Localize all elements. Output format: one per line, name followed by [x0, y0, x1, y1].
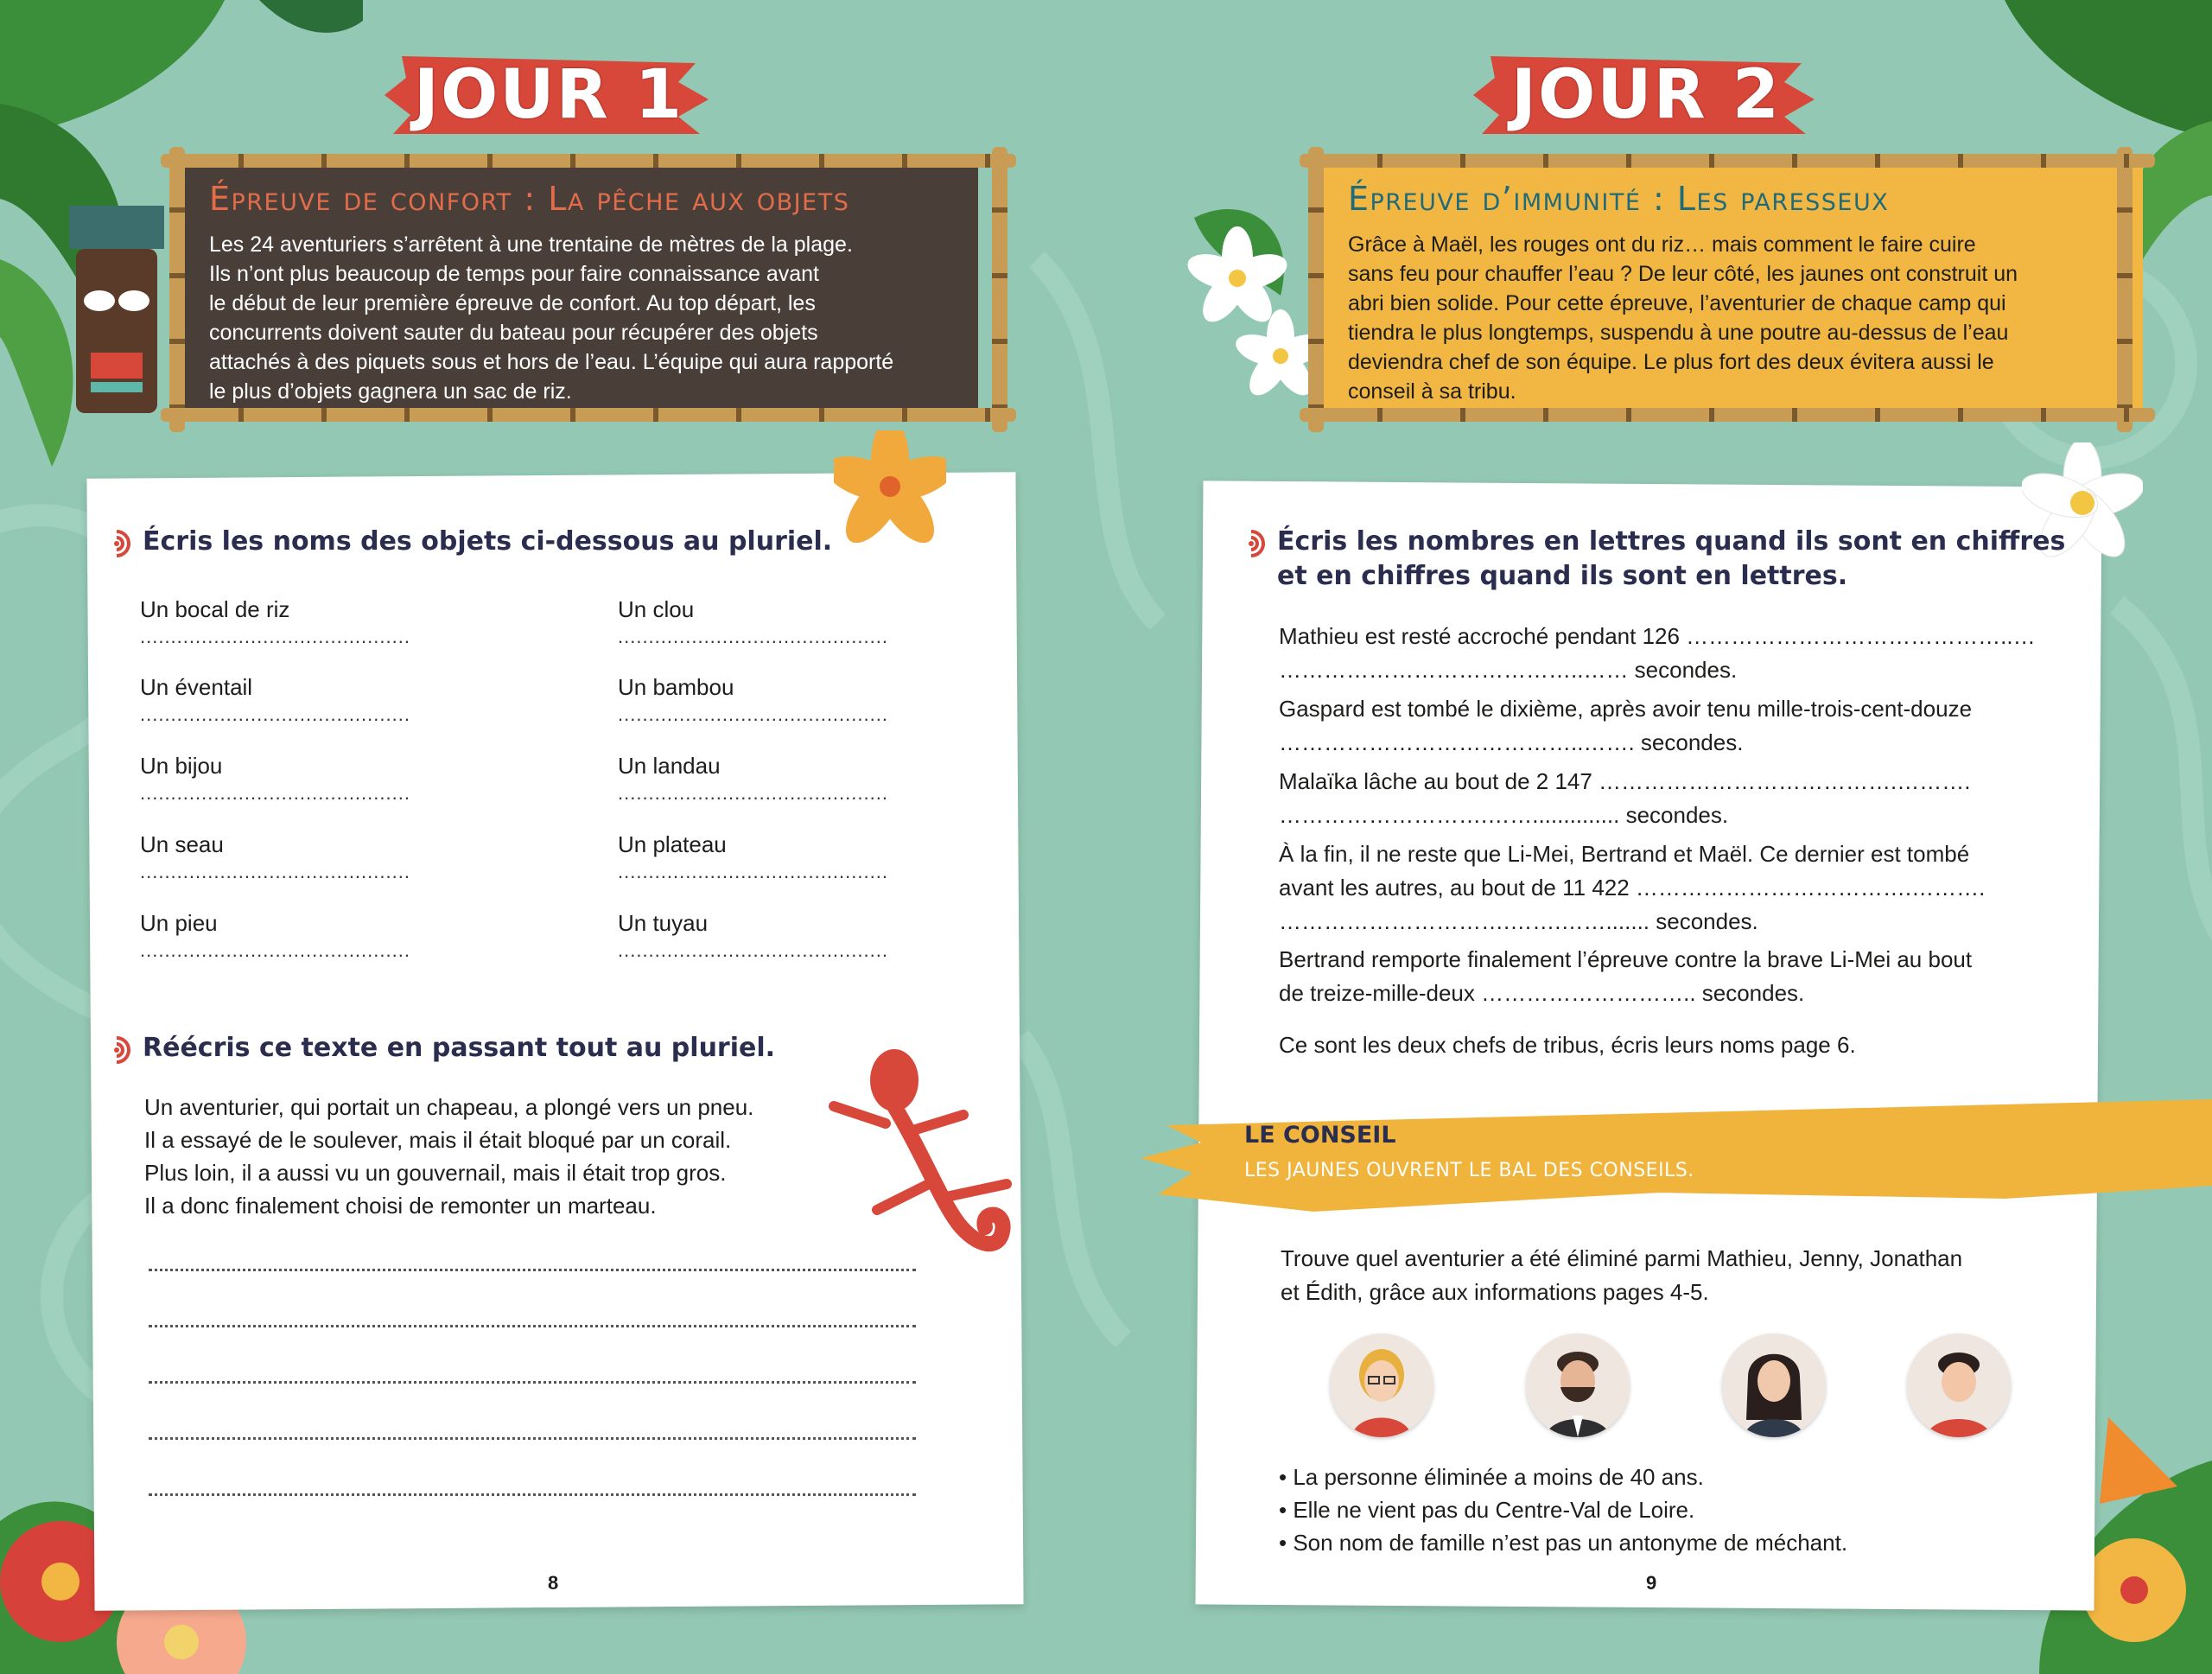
writing-line[interactable]: [149, 1437, 916, 1440]
word: Un plateau: [618, 831, 727, 857]
target-bullet-icon: [1234, 526, 1268, 561]
text-line: Un aventurier, qui portait un chapeau, a plongé vers un pneu.: [144, 1094, 754, 1120]
bamboo-frame: [169, 147, 185, 432]
challenge-text: [209, 230, 954, 406]
tiki-mask-icon: [60, 197, 173, 422]
challenge-line: concurrents doivent sauter du bateau pour récupérer des objets: [209, 321, 818, 345]
word: Un bijou: [140, 753, 223, 779]
person-icon: [1722, 1333, 1826, 1437]
challenge-line: Les 24 aventuriers s’arrêtent à une trentaine de mètres de la plage.: [209, 232, 853, 257]
exercise-line: Malaïka lâche au bout de 2 147 ………………………………….……….: [1279, 768, 1971, 794]
day-banner-2: [1473, 48, 1819, 143]
text-line: Plus loin, il a aussi vu un gouvernail, mais il était trop gros.: [144, 1160, 727, 1186]
ornament: [1506, 1577, 1636, 1589]
answer-blank[interactable]: ............................................: [140, 782, 410, 804]
instruction-exercise-2: [99, 1031, 775, 1067]
answer-blank[interactable]: ............................................: [140, 939, 410, 961]
exercise-line: de treize-mille-deux ……………………….. secondes.: [1279, 980, 1805, 1006]
word: Un clou: [618, 596, 695, 622]
conseil-subtitle: LES JAUNES OUVRENT LE BAL DES CONSEILS.: [1244, 1160, 1694, 1181]
challenge-text: [1348, 230, 2119, 406]
plural-item: [140, 908, 451, 964]
day-title: JOUR 1: [413, 56, 684, 134]
riddle-clue: • Elle ne vient pas du Centre-Val de Loire.: [1279, 1497, 1695, 1523]
challenge-box-immunite: [1322, 161, 2143, 411]
writing-line[interactable]: [149, 1381, 916, 1384]
plural-item: [618, 751, 929, 806]
word: Un pieu: [140, 910, 218, 936]
page-number: 8: [548, 1572, 559, 1594]
exercise-line: Bertrand remporte finalement l’épreuve contre la brave Li-Mei au bout: [1279, 946, 1973, 972]
exercise-line: …………………………………..…… secondes.: [1279, 657, 1738, 683]
person-icon: [1907, 1333, 2011, 1437]
text-line: Il a donc finalement choisi de remonter un marteau.: [144, 1193, 657, 1219]
word: Un seau: [140, 831, 224, 857]
instruction-text: Réécris ce texte en passant tout au pluriel.: [143, 1033, 776, 1063]
exercise-line: Gaspard est tombé le dixième, après avoir tenu mille-trois-cent-douze: [1279, 696, 1973, 722]
day-title: JOUR 2: [1510, 56, 1782, 134]
gecko-icon: [825, 1046, 1024, 1288]
instruction-text: [1277, 525, 2065, 594]
person-icon: [1330, 1333, 1433, 1437]
challenge-line: abri bien solide. Pour cette épreuve, l’aventurier de chaque camp qui: [1348, 291, 2006, 315]
bamboo-frame: [1300, 408, 2155, 422]
plural-item: [140, 672, 451, 728]
ornament: [1667, 1577, 1796, 1589]
challenge-line: Ils n’ont plus beaucoup de temps pour faire connaissance avant: [209, 262, 820, 286]
answer-blank[interactable]: ............................................: [618, 703, 888, 725]
bamboo-frame: [1308, 147, 1324, 432]
text-to-rewrite: [144, 1091, 753, 1222]
challenge-line: attachés à des piquets sous et hors de l’eau. L’équipe qui aura rapporté: [209, 350, 894, 374]
day-banner-1: [385, 48, 713, 143]
instruction-exercise-1: [99, 525, 832, 561]
answer-blank[interactable]: ............................................: [140, 861, 410, 882]
bamboo-frame: [161, 408, 1016, 422]
riddle-clue: • Son nom de famille n’est pas un antonyme de méchant.: [1279, 1530, 1848, 1556]
exercise-line: ……………………….…….............. secondes.: [1279, 802, 1729, 828]
text-line: Il a essayé de le soulever, mais il était bloqué par un corail.: [144, 1127, 732, 1153]
avatar-young-man: [1907, 1333, 2011, 1437]
target-bullet-icon: [99, 1033, 134, 1067]
exercise-footer: Ce sont les deux chefs de tribus, écris leurs noms page 6.: [1279, 1032, 1856, 1058]
instruction-line: et en chiffres quand ils sont en lettres.: [1277, 561, 1848, 591]
writing-line[interactable]: [149, 1325, 916, 1327]
challenge-line: deviendra chef de son équipe. Le plus fort des deux évitera aussi le: [1348, 350, 1994, 374]
answer-blank[interactable]: ............................................: [618, 782, 888, 804]
challenge-line: Grâce à Maël, les rouges ont du riz… mais comment le faire cuire: [1348, 232, 1976, 257]
plural-item: [140, 595, 451, 650]
ornament: [569, 1577, 698, 1589]
target-bullet-icon: [99, 526, 134, 561]
ornament: [408, 1577, 537, 1589]
challenge-title: Épreuve d’immunité : Les paresseux: [1348, 180, 1890, 218]
exercise-line: Mathieu est resté accroché pendant 126 ……………………………………..…: [1279, 623, 2036, 649]
word: Un éventail: [140, 674, 253, 700]
right-page: [1106, 0, 2212, 1674]
conseil-banner: [1141, 1091, 2212, 1220]
answer-blank[interactable]: ............................................: [618, 939, 888, 961]
answer-blank[interactable]: ............................................: [618, 861, 888, 882]
exercise-line: À la fin, il ne reste que Li-Mei, Bertrand et Maël. Ce dernier est tombé: [1279, 841, 1970, 867]
plural-item: [618, 908, 929, 964]
challenge-box-confort: [183, 161, 978, 411]
plural-item: [618, 672, 929, 728]
writing-line[interactable]: [149, 1493, 916, 1496]
avatar-woman-glasses: [1330, 1333, 1433, 1437]
riddle-intro: et Édith, grâce aux informations pages 4-5.: [1281, 1279, 1709, 1305]
challenge-line: le plus d’objets gagnera un sac de riz.: [209, 379, 572, 404]
conseil-title: LE CONSEIL: [1244, 1122, 1396, 1149]
instruction-line: Écris les nombres en lettres quand ils sont en chiffres: [1277, 526, 2066, 557]
instruction-text: Écris les noms des objets ci-dessous au pluriel.: [143, 526, 833, 557]
challenge-line: tiendra le plus longtemps, suspendu à une poutre au-dessus de l’eau: [1348, 321, 2009, 345]
exercise-line: avant les autres, au bout de 11 422 ……………………………….……….: [1279, 875, 1986, 901]
avatar-bearded-man: [1526, 1333, 1630, 1437]
page-number-left: [408, 1569, 698, 1598]
riddle-intro: Trouve quel aventurier a été éliminé parmi Mathieu, Jenny, Jonathan: [1281, 1245, 1963, 1271]
bamboo-frame: [992, 147, 1007, 432]
plural-item: [140, 830, 451, 885]
instruction-exercise-3: [1234, 525, 2065, 594]
challenge-line: conseil à sa tribu.: [1348, 379, 1516, 404]
word: Un bocal de riz: [140, 596, 290, 622]
challenge-line: le début de leur première épreuve de confort. Au top départ, les: [209, 291, 816, 315]
frangipani-orange-icon: [834, 430, 946, 543]
answer-blank[interactable]: ............................................: [140, 703, 410, 725]
plural-item: [618, 830, 929, 885]
bamboo-frame: [2117, 147, 2133, 432]
challenge-title: Épreuve de confort : La pêche aux objets: [209, 180, 850, 218]
avatar-dark-hair-woman: [1722, 1333, 1826, 1437]
exercise-line: …………………………………..……. secondes.: [1279, 729, 1744, 755]
page-number: 9: [1646, 1572, 1657, 1594]
answer-blank[interactable]: ............................................: [140, 626, 410, 647]
plural-item: [140, 751, 451, 806]
bamboo-frame: [1300, 154, 2155, 168]
bamboo-frame: [161, 154, 1016, 168]
writing-line[interactable]: [149, 1269, 916, 1271]
yellow-brush-stroke: [1141, 1091, 2212, 1220]
person-icon: [1526, 1333, 1630, 1437]
exercise-line: ………………………….…….……....... secondes.: [1279, 908, 1758, 934]
page-number-right: [1506, 1569, 1796, 1598]
challenge-line: sans feu pour chauffer l’eau ? De leur côté, les jaunes ont construit un: [1348, 262, 2018, 286]
plural-item: [618, 595, 929, 650]
word: Un bambou: [618, 674, 734, 700]
word: Un landau: [618, 753, 721, 779]
answer-blank[interactable]: ............................................: [618, 626, 888, 647]
word: Un tuyau: [618, 910, 709, 936]
riddle-clue: • La personne éliminée a moins de 40 ans.: [1279, 1464, 1704, 1490]
